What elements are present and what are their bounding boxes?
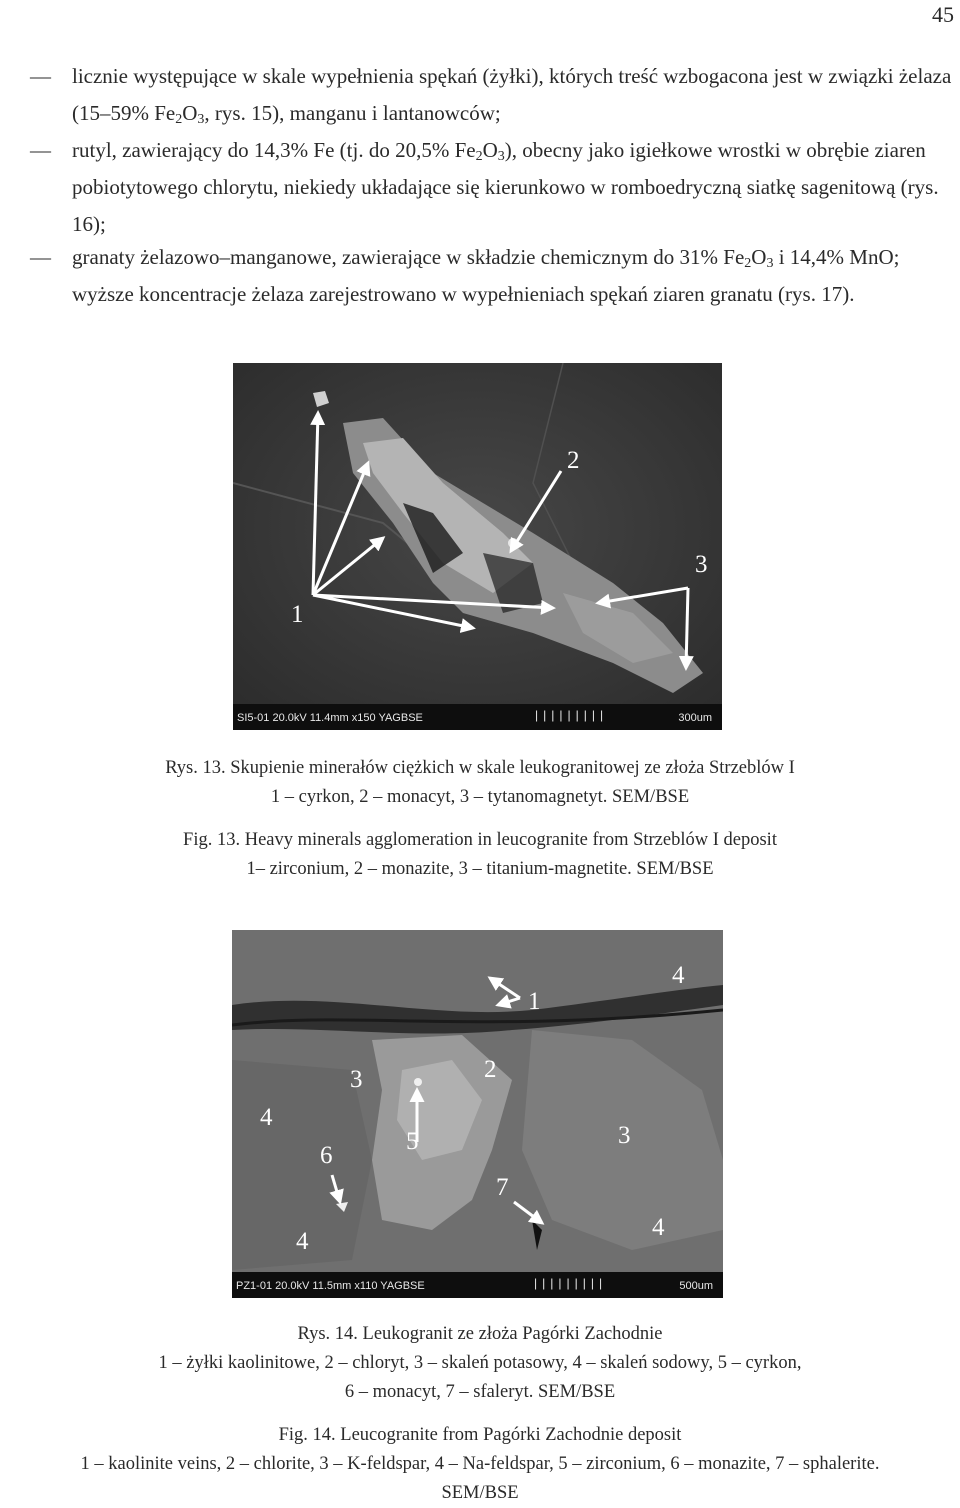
scale-label: 500um: [679, 1280, 713, 1292]
fig13-label-2: 2: [567, 447, 580, 474]
list-dash: —: [30, 138, 51, 162]
sem-info-text: SI5-01 20.0kV 11.4mm x150 YAGBSE: [237, 712, 423, 724]
fig13-caption-pl: Rys. 13. Skupienie minerałów ciężkich w skale leukogranitowej ze złoża Strzeblów I 1 – cyrkon, 2 – monacyt, 3 – tytanomagnetyt. SEM/BSE: [165, 758, 795, 807]
list-item: [30, 132, 958, 243]
fig14-label-3-right: 3: [618, 1122, 631, 1149]
fig14-label-7: 7: [496, 1174, 509, 1201]
fig14-label-4-right: 4: [652, 1214, 665, 1241]
fig14-caption-pl: Rys. 14. Leukogranit ze złoża Pagórki Zachodnie 1 – żyłki kaolinitowe, 2 – chloryt, 3 – skaleń potasowy, 4 – skaleń sodowy, 5 – cyrkon, 6 – monacyt, 7 – sfaleryt. SEM/BSE: [158, 1324, 802, 1402]
fig14-label-1: 1: [528, 988, 541, 1015]
fig14-label-2: 2: [484, 1056, 497, 1083]
fig14-label-3-left: 3: [350, 1066, 363, 1093]
fig14-label-4-left: 4: [260, 1104, 273, 1131]
list-item-text: rutyl, zawierający do 14,3% Fe (tj. do 20,5% $Fe_2O_3$), obecny jako igiełkowe wrostki w obrębie ziaren pobiotytowego chlorytu, niekiedy układające się kierunkowo w romboedryczną siatkę sagenitową (rys. 16);: [72, 138, 939, 236]
list-dash: —: [30, 64, 51, 88]
list-item-text: granaty żelazowo–manganowe, zawierające w składzie chemicznym do 31% $Fe_2O_3$ i 14,4% MnO; wyższe koncentracje żelaza zarejestrowano w wypełnieniach spękań ziaren granatu (rys. 17).: [72, 245, 900, 306]
scale-label: 300um: [678, 712, 712, 724]
list-item-text: licznie występujące w skale wypełnienia spękań (żyłki), których treść wzbogacona jest w związki żelaza (15–59% $Fe_2O_3$, rys. 15), manganu i lantanowców;: [72, 64, 952, 127]
scale-ticks: |||||||||: [534, 1276, 608, 1290]
sem-image-fig13: [233, 363, 722, 730]
fig13-label-1: 1: [291, 601, 304, 628]
fig14-label-4-top: 4: [672, 962, 685, 989]
list-item: [30, 58, 958, 132]
sem-info-bar: [233, 704, 722, 730]
fig13-caption-en: Fig. 13. Heavy minerals agglomeration in leucogranite from Strzeblów I deposit 1– zirconium, 2 – monazite, 3 – titanium-magnetite. SEM/BSE: [183, 830, 777, 879]
fig14-caption-en: Fig. 14. Leucogranite from Pagórki Zachodnie deposit 1 – kaolinite veins, 2 – chlorite, 3 – K-feldspar, 4 – Na-feldspar, 5 – zirconium, 6 – monazite, 7 – sphalerite. SEM/BSE: [80, 1425, 880, 1503]
fig14-label-5: 5: [406, 1128, 419, 1155]
scale-ticks: |||||||||: [535, 708, 609, 722]
sem-info-text: PZ1-01 20.0kV 11.5mm x110 YAGBSE: [236, 1280, 425, 1292]
fig14-label-6: 6: [320, 1142, 333, 1169]
list-item: [30, 239, 958, 313]
sem-image-texture: [233, 363, 722, 730]
fig13-label-3: 3: [695, 551, 708, 578]
sem-image-fig14: [232, 930, 723, 1298]
page-number: 45: [932, 2, 954, 27]
sem-info-bar: [232, 1272, 723, 1298]
fig14-label-4-bottom: 4: [296, 1228, 309, 1255]
list-dash: —: [30, 245, 51, 269]
